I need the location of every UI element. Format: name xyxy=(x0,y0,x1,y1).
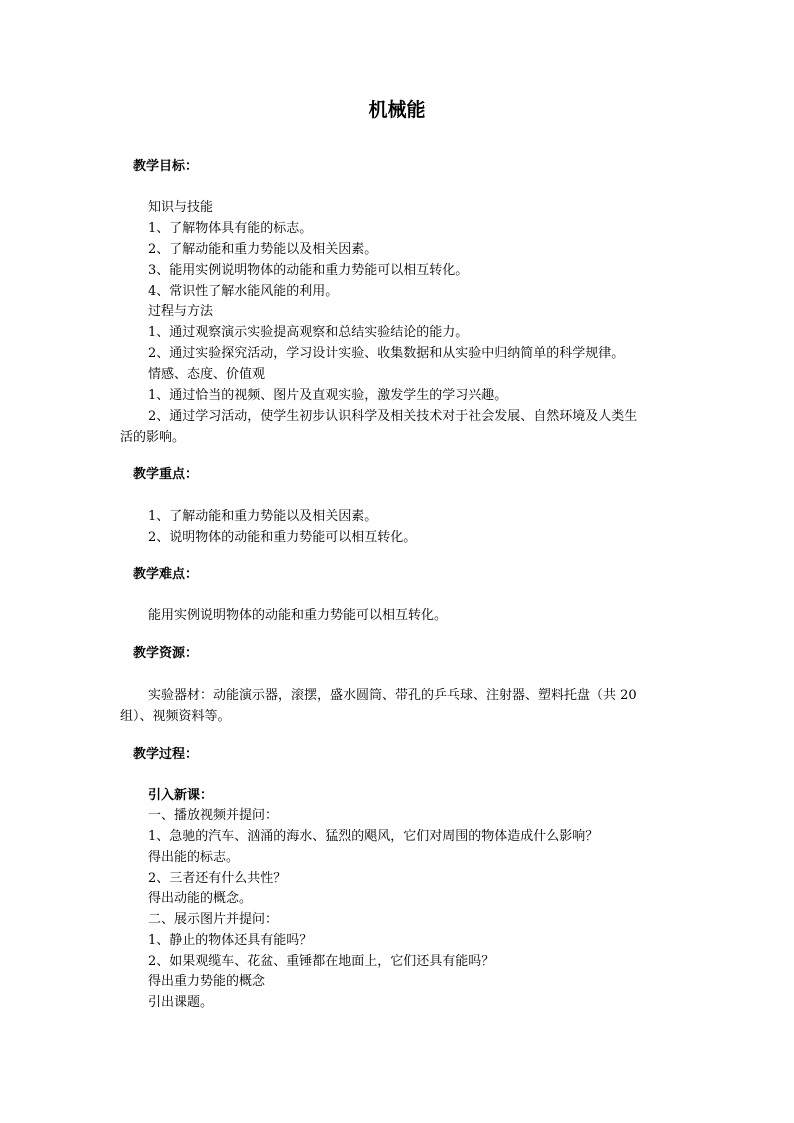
resources-heading: 教学资源： xyxy=(133,646,199,661)
resources-text-continuation: 组）、视频资料等。 xyxy=(120,709,231,724)
resources-text: 实验器材：动能演示器，滚摆，盛水圆筒、带孔的乒乓球、注射器、塑料托盘（共 20 xyxy=(148,688,637,703)
page-title: 机械能 xyxy=(368,99,426,121)
key-points-heading: 教学重点： xyxy=(133,467,199,482)
process-line: 2、如果观缆车、花盆、重锤都在地面上，它们还具有能吗？ xyxy=(148,954,495,969)
emotion-item: 2、通过学习活动，使学生初步认识科学及相关技术对于社会发展、自然环境及人类生 xyxy=(148,409,638,424)
knowledge-item: 2、了解动能和重力势能以及相关因素。 xyxy=(148,242,378,257)
process-method-heading: 过程与方法 xyxy=(148,304,214,319)
process-line: 一、播放视频并提问： xyxy=(148,808,279,823)
process-method-item: 1、通过观察演示实验提高观察和总结实验结论的能力。 xyxy=(148,325,469,340)
process-line: 得出重力势能的概念 xyxy=(148,974,266,989)
process-line: 2、三者还有什么共性？ xyxy=(148,871,287,886)
emotion-item-continuation: 活的影响。 xyxy=(120,430,186,445)
process-line: 1、急驰的汽车、汹涌的海水、猛烈的飓风，它们对周围的物体造成什么影响？ xyxy=(148,829,599,844)
process-line: 引出课题。 xyxy=(148,995,214,1010)
process-heading: 教学过程： xyxy=(133,747,199,762)
goals-heading: 教学目标： xyxy=(133,159,199,174)
knowledge-item: 3、能用实例说明物体的动能和重力势能可以相互转化。 xyxy=(148,263,469,278)
difficulty-text: 能用实例说明物体的动能和重力势能可以相互转化。 xyxy=(148,608,448,623)
intro-heading: 引入新课： xyxy=(148,788,214,803)
key-point-item: 1、了解动能和重力势能以及相关因素。 xyxy=(148,509,378,524)
process-method-item: 2、通过实验探究活动，学习设计实验、收集数据和从实验中归纳简单的科学规律。 xyxy=(148,346,625,361)
key-point-item: 2、说明物体的动能和重力势能可以相互转化。 xyxy=(148,530,417,545)
knowledge-item: 1、了解物体具有能的标志。 xyxy=(148,221,313,236)
process-line: 二、展示图片并提问： xyxy=(148,912,279,927)
emotion-item: 1、通过恰当的视频、图片及直观实验，激发学生的学习兴趣。 xyxy=(148,388,508,403)
process-line: 得出动能的概念。 xyxy=(148,891,253,906)
knowledge-heading: 知识与技能 xyxy=(148,200,214,215)
difficulty-heading: 教学难点： xyxy=(133,567,199,582)
emotion-heading: 情感、态度、价值观 xyxy=(148,367,266,382)
process-line: 1、静止的物体还具有能吗？ xyxy=(148,933,313,948)
knowledge-item: 4、常识性了解水能风能的利用。 xyxy=(148,284,339,299)
process-line: 得出能的标志。 xyxy=(148,850,240,865)
